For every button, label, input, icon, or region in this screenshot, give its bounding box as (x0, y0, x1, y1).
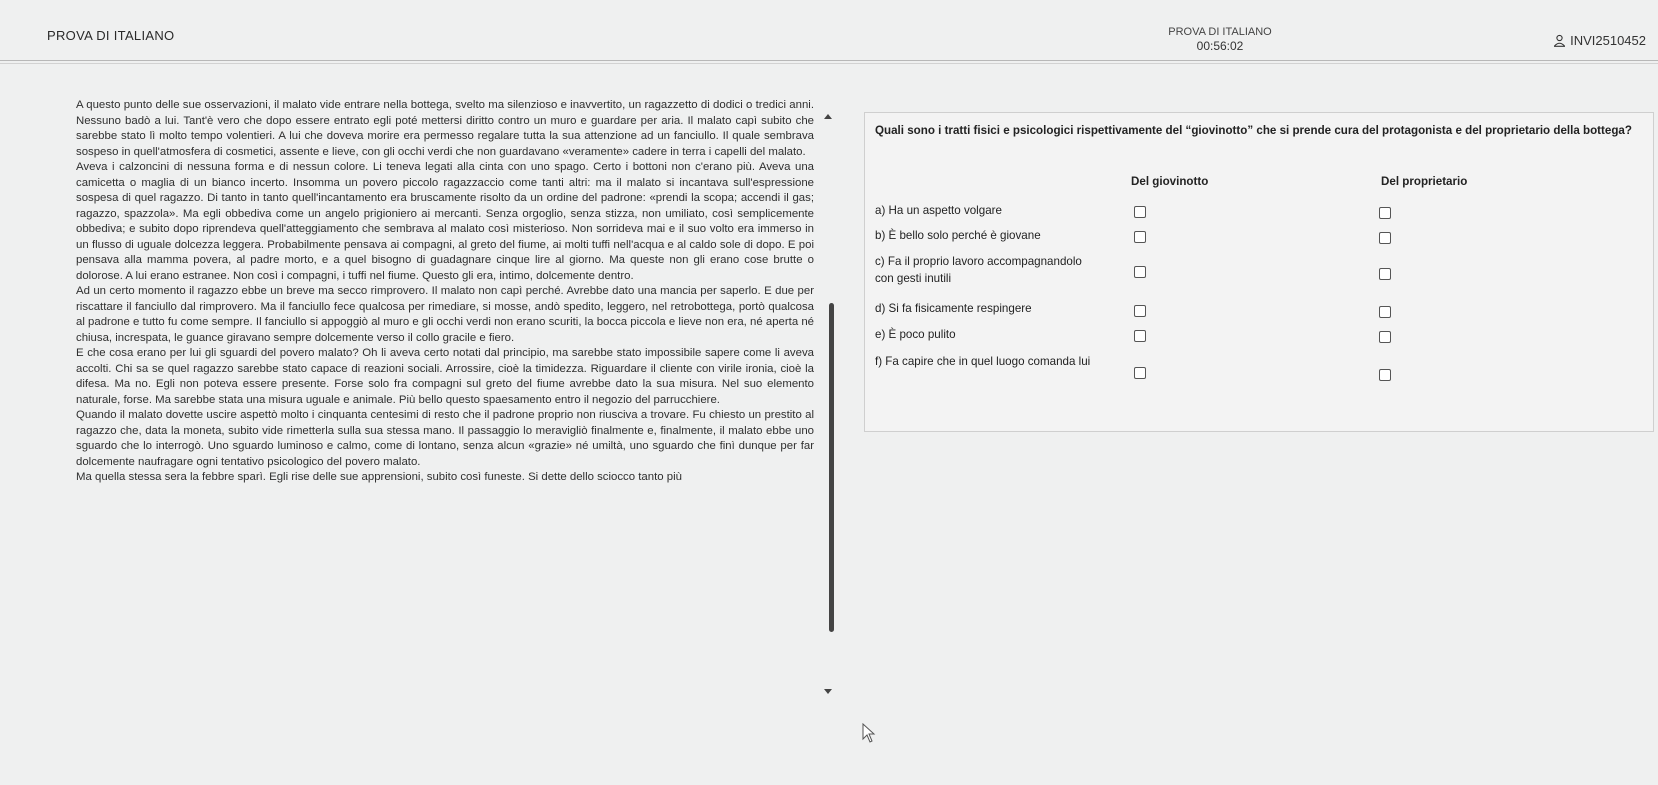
option-label-d: d) Si fa fisicamente respingere (875, 302, 1032, 315)
paragraph: A questo punto delle sue osservazioni, il malato vide entrare nella bottega, svelto ma silenzioso e inavvertito, un ragazzetto di dodici o tredici anni. Nessuno badò a lui. Tant'è vero che dopo essere entrato egli poté mettersi diritto contro un muro e guardare per aria. Il malato capì subito che sarebbe stato lì molto tempo volentieri. A lui che doveva morire era permesso regalare tutta la sua attenzione ad un fanciullo. Il quale sembrava sospeso in quell'atmosfera di cosmetici, assente e lieve, con gli occhi verdi che non guardavano «veramente» cadere in terra i capelli del malato. (76, 99, 814, 158)
checkbox-a-giovinotto[interactable] (1134, 206, 1146, 218)
option-label-c: c) Fa il proprio lavoro accompagnandolo con gesti inutili (875, 255, 1082, 285)
question-text: Quali sono i tratti fisici e psicologici rispettivamente del “giovinotto” che si prende cura del protagonista e del proprietario della bottega? (875, 124, 1632, 137)
column-header-giovinotto: Del giovinotto (1131, 175, 1209, 188)
option-label-a: a) Ha un aspetto volgare (875, 204, 1002, 217)
paragraph: Ad un certo momento il ragazzo ebbe un breve ma secco rimprovero. Il malato non capì perché. Avrebbe dato una mancia per saperlo. E due per riscattare il fanciullo dal rimprovero. Ma il fanciullo fece qualcosa per rimediare, si mosse, andò spedito, leggero, nel retrobottega, portò qualcosa al padrone e tutto fu come sempre. Il fanciullo si appoggiò al muro e gli occhi verdi non erano scuriti, la bocca piccola e lieve non era, né aperta né chiusa, increspata, le guance giravano sempre dolcemente verso il collo gracile e fiero. (76, 285, 814, 344)
option-label-f: f) Fa capire che in quel luogo comanda lui (875, 355, 1091, 368)
app-title: PROVA DI ITALIANO (47, 28, 175, 43)
checkbox-d-giovinotto[interactable] (1134, 305, 1146, 317)
mouse-pointer-icon (862, 723, 876, 748)
paragraph: Aveva i calzoncini di nessuna forma e di nessun colore. Li teneva legati alla cinta con uno spago. Certo i bottoni non c'erano più. Aveva una camicetta o maglia di un bianco incerto. Insomma un povero piccolo ragazzaccio come tanti altri: ma il malato si incantava sull'espressione sospesa di quel ragazzo. Di tanto in tanto quell'incantamento era bruscamente risolto da un ordine del padrone: «prendi la scopa; accendi il gas; ragazzo, spazzola». Ma egli obbediva come un angelo prigioniero ai mercanti. Senza orgoglio, senza stizza, non umiliato, così semplicemente obbediva; e subito dopo riprendeva quell'atteggiamento che sembrava al malato così misterioso. Non sorrideva mai e il suo volto era immerso in un flusso di uguale dolcezza leggera. Probabilmente pensava ai compagni, al greto del fiume, ai molti tuffi nell'acqua e al caldo sole di dopo. E poi pensava alla mamma povera, al padre morto, e a quel bisogno di guadagnare cinque lire al giorno. Ma queste non gli erano cose brutte o dolorose. A lui erano estranee. Non così i compagni, i tuffi nel fiume. Questo gli era, intimo, dolcemente dentro. (76, 161, 814, 282)
question-panel (864, 112, 1654, 432)
exam-info (1130, 26, 1310, 53)
scroll-up-arrow-icon[interactable] (824, 114, 832, 119)
column-header-proprietario: Del proprietario (1381, 175, 1468, 188)
user-id: INVI2510452 (1570, 33, 1646, 48)
option-label-b: b) È bello solo perché è giovane (875, 229, 1041, 242)
checkbox-d-proprietario[interactable] (1379, 306, 1391, 318)
checkbox-e-proprietario[interactable] (1379, 331, 1391, 343)
scroll-down-arrow-icon[interactable] (824, 689, 832, 694)
top-bar (0, 0, 1658, 58)
paragraph: E che cosa erano per lui gli sguardi del povero malato? Oh li aveva certo notati dal principio, ma sarebbe stato impossibile sapere come li aveva accolti. Chi sa se quel ragazzo sarebbe stato capace di reazioni sociali. Arrossire, cioè la timidezza. Riguardare il cliente con virile ironia, cioè la difesa. Ma no. Egli non poteva essere presente. Forse solo fra compagni sul greto del fiume avrebbe dato la sua misura. Nel suo elemento naturale, forse. Ma sarebbe stata una misura uguale e animale. Più bello questo spaesamento entro il negozio del parrucchiere. (76, 347, 814, 406)
header-divider (0, 60, 1658, 61)
checkbox-b-giovinotto[interactable] (1134, 231, 1146, 243)
user-icon (1553, 34, 1566, 47)
checkbox-e-giovinotto[interactable] (1134, 330, 1146, 342)
reading-text[interactable] (76, 98, 814, 706)
checkbox-b-proprietario[interactable] (1379, 232, 1391, 244)
paragraph: Ma quella stessa sera la febbre sparì. Egli rise delle sue apprensioni, subito così funeste. Si dette dello sciocco tanto più (76, 471, 682, 483)
timer: 00:56:02 (1196, 39, 1244, 53)
scrollbar-thumb[interactable] (829, 303, 834, 632)
user-info (1553, 33, 1646, 48)
checkbox-c-proprietario[interactable] (1379, 268, 1391, 280)
exam-title: PROVA DI ITALIANO (1168, 26, 1272, 38)
checkbox-f-proprietario[interactable] (1379, 369, 1391, 381)
paragraph: Quando il malato dovette uscire aspettò molto i cinquanta centesimi di resto che il padrone proprio non riusciva a trovare. Fu chiesto un prestito al ragazzo che, data la moneta, subito vide rimetterla sulla sua stessa mano. Il passaggio lo meravigliò finalmente e, finalmente, il malato ebbe uno sguardo che lo interrogò. Uno sguardo luminoso e calmo, come di lontano, senza alcun «grazie» né umiltà, uno sguardo che finì dunque per far dolcemente naufragare ogni tentativo psicologico del povero malato. (76, 409, 814, 468)
option-label-e: e) È poco pulito (875, 328, 956, 341)
checkbox-c-giovinotto[interactable] (1134, 266, 1146, 278)
checkbox-f-giovinotto[interactable] (1134, 367, 1146, 379)
header-divider-shadow (0, 63, 1658, 64)
checkbox-a-proprietario[interactable] (1379, 207, 1391, 219)
